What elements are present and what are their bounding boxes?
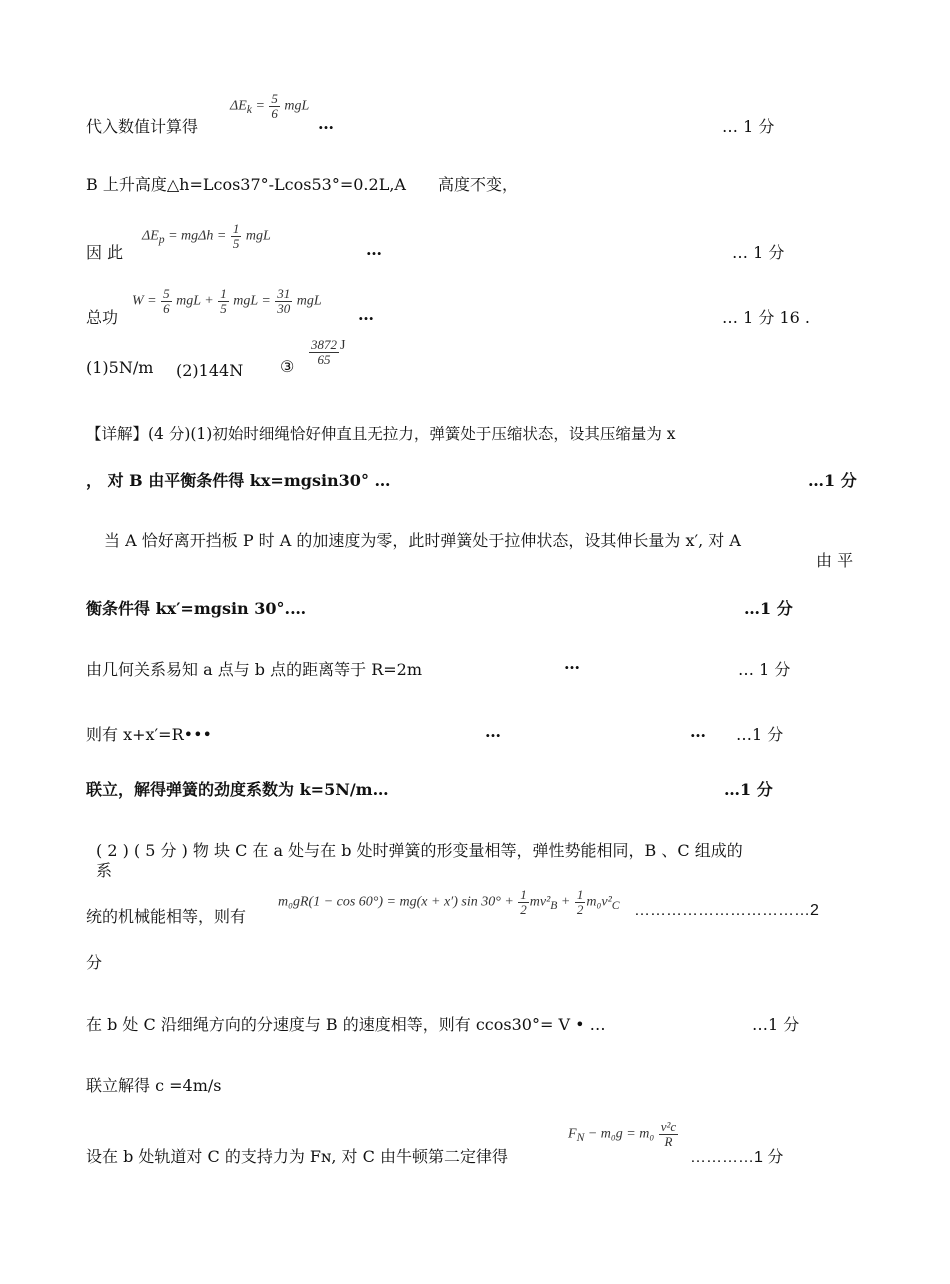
equation-energy: m₀gR(1 − cos 60°) = mg(x + x′) sin 30° + $\frac{1}{2}$ $mv^2_B$ + $\frac{1}{2}$ $m_0v^2_C$ bbox=[278, 887, 620, 917]
line-14: 统的机械能相等，则有 bbox=[86, 907, 247, 926]
fraction: $\frac{3872}{65}$ bbox=[311, 337, 337, 367]
line-7-score: …1 分 bbox=[808, 471, 857, 490]
line-3-score: … 1 分 bbox=[732, 243, 785, 262]
fraction: $\frac{31}{30}$ bbox=[277, 286, 291, 316]
equation-newton: $F_N - m_0g = m_0$ $\frac{\text{v²c}}{R}$ bbox=[568, 1119, 677, 1149]
line-17: 联立解得 c =4m/s bbox=[86, 1076, 222, 1095]
line-18-dots: …………1 分 bbox=[690, 1149, 784, 1166]
fraction: $\frac{5}{6}$ bbox=[163, 286, 170, 316]
line-11-dots-1: … bbox=[485, 722, 501, 741]
answer-2: (2)144N bbox=[176, 361, 244, 380]
equation-delta-ep: $\Delta E_p = mg\Delta h$ = $\frac{1}{5}$ mgL bbox=[142, 221, 271, 251]
fraction: $\frac{1}{5}$ bbox=[220, 286, 227, 316]
fraction: $\frac{5}{6}$ bbox=[271, 91, 278, 121]
line-18: 设在 b 处轨道对 C 的支持力为 Fɴ, 对 C 由牛顿第二定律得 bbox=[86, 1147, 508, 1166]
explanation-heading: 【详解】(4 分)(1)初始时细绳恰好伸直且无拉力，弹簧处于压缩状态，设其压缩量为 x bbox=[86, 425, 676, 443]
equation-delta-ek: $\Delta E_k$ = $\frac{5}{6}$ mgL bbox=[230, 91, 310, 121]
line-8-tail: 由 平 bbox=[816, 551, 854, 570]
line-12-score: …1 分 bbox=[724, 780, 773, 799]
line-13: ( 2 ) ( 5 分 ) 物 块 C 在 a 处与在 b 处时弹簧的形变量相等，弹性势能相同，B 、C 组成的 bbox=[96, 841, 743, 860]
line-10: 由几何关系易知 a 点与 b 点的距离等于 R=2m bbox=[86, 660, 423, 679]
line-16: 在 b 处 C 沿细绳方向的分速度与 B 的速度相等，则有 ccos30°= V • … bbox=[86, 1015, 606, 1034]
line-2: B 上升高度△h=Lcos37°-Lcos53°=0.2L,A 高度不变， bbox=[86, 175, 518, 194]
line-4-dots: … bbox=[358, 305, 374, 324]
line-7: ， 对 B 由平衡条件得 kx=mgsin30° … bbox=[86, 471, 391, 490]
line-8: 当 A 恰好离开挡板 P 时 A 的加速度为零，此时弹簧处于拉伸状态，设其伸长量为 x′, 对 A bbox=[104, 531, 741, 550]
line-9: 衡条件得 kx′=mgsin 30°.… bbox=[86, 599, 307, 618]
fraction: $\frac{\text{v²c}}{R}$ bbox=[660, 1119, 677, 1149]
line-15: 分 bbox=[86, 953, 103, 972]
line-1-score: … 1 分 bbox=[722, 117, 775, 136]
line-10-score: … 1 分 bbox=[738, 660, 791, 679]
line-10-dots: … bbox=[564, 654, 580, 673]
line-12: 联立，解得弹簧的劲度系数为 k=5N/m… bbox=[86, 780, 389, 799]
line-1 bbox=[86, 114, 198, 137]
equation-total-work: W = $\frac{5}{6}$ mgL + $\frac{1}{5}$ mgL = $\frac{31}{30}$ mgL bbox=[132, 286, 322, 316]
fraction: $\frac{1}{2}$ bbox=[520, 887, 527, 917]
line-1-dots: … bbox=[318, 114, 334, 133]
line-11-score: …1 分 bbox=[736, 725, 784, 744]
answer-1: (1)5N/m bbox=[86, 358, 154, 377]
line-11-dots-2: … bbox=[690, 722, 706, 741]
line-3: 因 此 bbox=[86, 243, 124, 262]
line-14-dots: ……………………………2 bbox=[634, 902, 819, 919]
line-4: 总功 bbox=[86, 308, 119, 327]
answer-3-marker: ③ bbox=[280, 357, 295, 376]
line-9-score: …1 分 bbox=[744, 599, 793, 618]
fraction: $\frac{1}{5}$ bbox=[232, 221, 240, 251]
fraction: $\frac{1}{2}$ bbox=[576, 887, 584, 917]
line-11: 则有 x+x′=R••• bbox=[86, 725, 212, 744]
line-16-score: …1 分 bbox=[752, 1015, 800, 1034]
answer-3-value: $\frac{3872}{65}$ J bbox=[311, 337, 346, 367]
line-4-score: … 1 分 16 . bbox=[722, 308, 810, 327]
line-1-text: 代入数值计算得 bbox=[86, 117, 199, 136]
line-13-tail: 系 bbox=[96, 861, 113, 880]
line-3-dots: … bbox=[366, 240, 382, 259]
